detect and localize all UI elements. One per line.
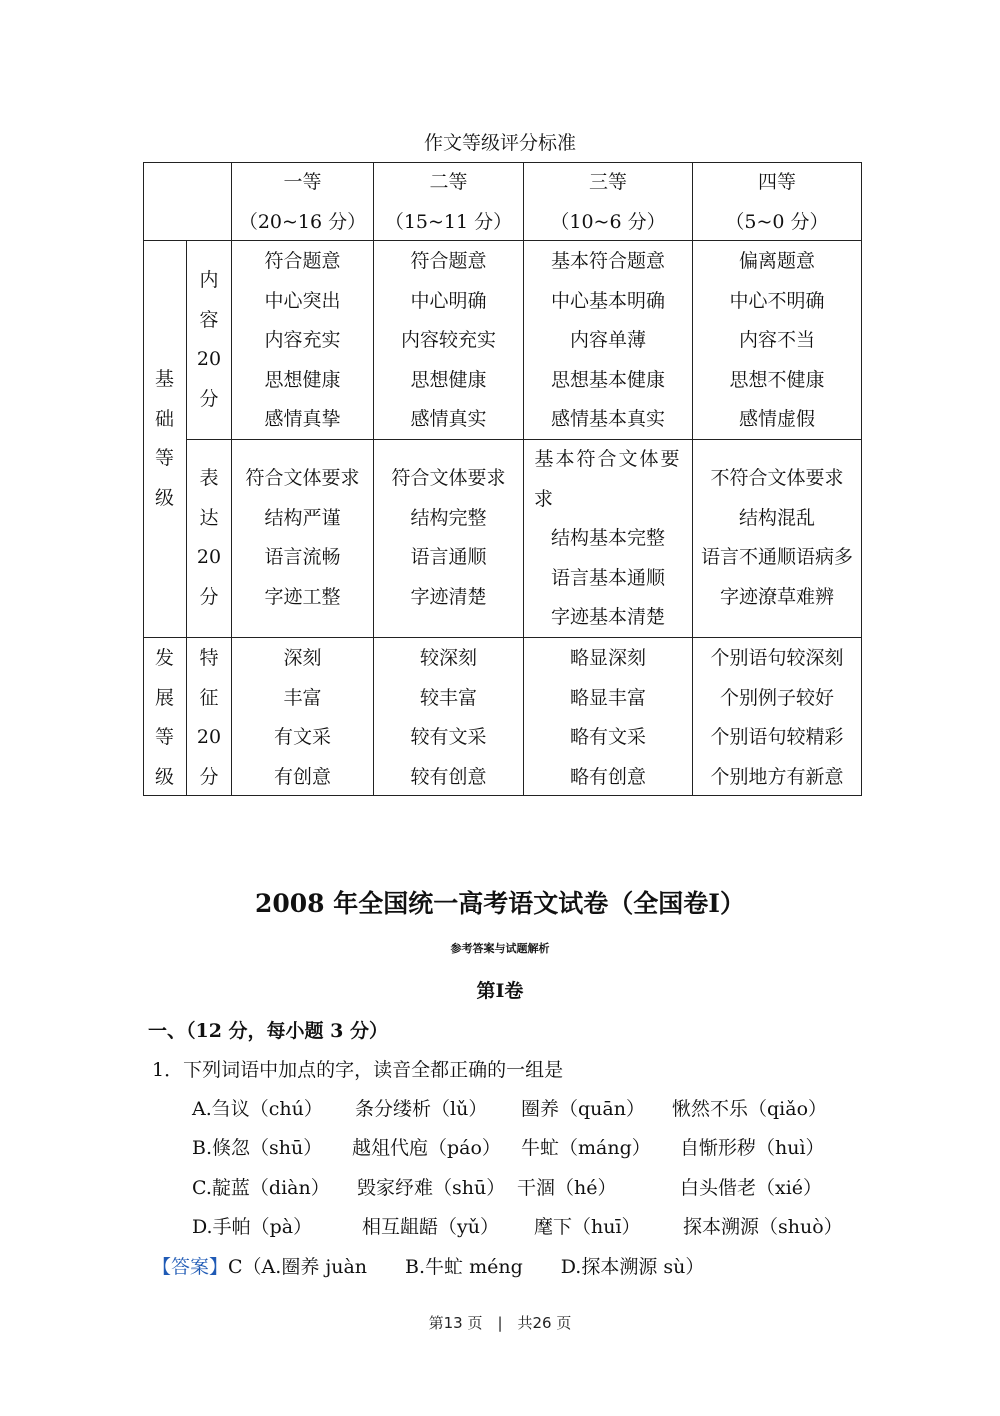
option-c-1: C.靛蓝（diàn）	[192, 1177, 330, 1199]
expression-grade-3: 基本符合文体要 求 结构基本完整 语言基本通顺 字迹基本清楚	[534, 448, 682, 628]
question-1: 1．下列词语中加点的字，读音全都正确的一组是	[152, 1059, 564, 1081]
feature-grade-4: 个别语句较深刻 个别例子较好 个别语句较精彩 个别地方有新意	[710, 647, 844, 788]
sub-expression-label: 表 达 20 分	[196, 467, 222, 608]
option-d-3: 麾下（huī）	[534, 1216, 641, 1238]
sub-feature-label: 特 征 20 分	[196, 647, 222, 788]
option-b-1: B.倏忽（shū）	[192, 1137, 323, 1159]
option-row-d	[0, 1212, 1000, 1252]
table-title: 作文等级评分标准	[423, 132, 576, 154]
exam-title: 2008 年全国统一高考语文试卷（全国卷I）	[255, 889, 745, 918]
option-row-a	[0, 1094, 1000, 1134]
option-b-3: 牛虻（máng）	[521, 1137, 651, 1159]
table-border-right	[861, 162, 862, 796]
option-a-2: 条分缕析（lǔ）	[355, 1098, 488, 1120]
option-c-3: 干涸（hé）	[517, 1177, 617, 1199]
option-d-1: D.手帕（pà）	[192, 1216, 313, 1238]
answer-tag: 【答案】	[152, 1256, 229, 1278]
group-basic-label: 基 础 等 级	[154, 368, 174, 509]
option-b-4: 自惭形秽（huì）	[680, 1137, 825, 1159]
option-c-2: 毁家纾难（shū）	[357, 1177, 506, 1199]
section-heading: 一、（12 分，每小题 3 分）	[148, 1020, 389, 1042]
option-row-b	[0, 1133, 1000, 1173]
expression-grade-1: 符合文体要求 结构严谨 语言流畅 字迹工整	[245, 467, 360, 608]
option-b-2: 越俎代庖（páo）	[352, 1137, 501, 1159]
header-grade-2: 二等 （15~11 分）	[384, 171, 513, 233]
option-a-1: A.刍议（chú）	[192, 1098, 323, 1120]
content-grade-4: 偏离题意 中心不明确 内容不当 思想不健康 感情虚假	[729, 250, 825, 430]
exam-subtitle: 参考答案与试题解析	[450, 942, 550, 955]
feature-grade-1: 深刻 丰富 有文采 有创意	[273, 647, 331, 788]
expression-grade-4: 不符合文体要求 结构混乱 语言不通顺语病多 字迹潦草难辨	[700, 467, 853, 608]
option-row-c	[0, 1173, 1000, 1213]
header-grade-1: 一等 （20~16 分）	[238, 171, 367, 233]
option-d-2: 相互龃龉（yǔ）	[362, 1216, 499, 1238]
group-develop-label: 发 展 等 级	[154, 647, 174, 788]
option-d-4: 探本溯源（shuò）	[683, 1216, 843, 1238]
volume-heading: 第I卷	[476, 980, 524, 1002]
option-c-4: 白头偕老（xié）	[680, 1177, 823, 1199]
option-a-4: 愀然不乐（qiǎo）	[672, 1098, 828, 1120]
content-grade-2: 符合题意 中心明确 内容较充实 思想健康 感情真实	[400, 250, 496, 430]
expression-grade-2: 符合文体要求 结构完整 语言通顺 字迹清楚	[391, 467, 506, 608]
feature-grade-2: 较深刻 较丰富 较有文采 较有创意	[410, 647, 487, 788]
content-grade-3: 基本符合题意 中心基本明确 内容单薄 思想基本健康 感情基本真实	[550, 250, 665, 430]
option-a-3: 圈养（quān）	[521, 1098, 645, 1120]
scoring-table	[143, 162, 862, 796]
header-grade-3: 三等 （10~6 分）	[550, 171, 666, 233]
answer-text: C（A.圈养 juàn B.牛虻 méng D.探本溯源 sù）	[228, 1256, 705, 1278]
page-footer: 第13 页 | 共26 页	[428, 1314, 572, 1332]
header-grade-4: 四等 （5~0 分）	[725, 171, 829, 233]
content-grade-1: 符合题意 中心突出 内容充实 思想健康 感情真挚	[264, 250, 341, 430]
table-line-expression	[143, 637, 862, 638]
feature-grade-3: 略显深刻 略显丰富 略有文采 略有创意	[569, 647, 646, 788]
sub-content-label: 内 容 20 分	[196, 269, 222, 410]
answer-line	[152, 1252, 704, 1279]
